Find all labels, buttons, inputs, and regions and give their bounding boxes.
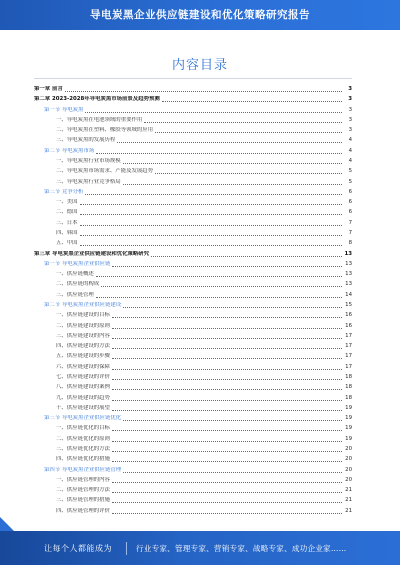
toc-entry-text: 四、供应链管理的评价: [56, 507, 110, 514]
footer-slogan-right: 行业专家、管理专家、营销专家、战略专家、成功企业家……: [136, 544, 347, 553]
toc-entry-text: 第三章 导电炭黑企业供应链建设和优化策略研究: [34, 250, 150, 257]
toc-leader-dots: [112, 430, 342, 431]
toc-leader-dots: [151, 256, 342, 257]
toc-heading: 内容目录: [171, 58, 228, 73]
toc-entry-text: 一、导电炭黑在电池领域的重要作用: [56, 116, 143, 123]
toc-entry-text: 一、供应链建设的目标: [56, 312, 110, 319]
toc-section[interactable]: [34, 187, 352, 196]
toc-page-number: 4: [348, 158, 352, 164]
toc-section[interactable]: [34, 465, 352, 474]
toc-entry-text: 一、美国: [56, 199, 78, 206]
toc-leader-dots: [123, 307, 342, 308]
toc-entry-text: 三、导电炭黑行业竞争格局: [56, 178, 121, 185]
toc-item[interactable]: [34, 444, 352, 453]
toc-item[interactable]: [34, 341, 352, 350]
toc-item[interactable]: [34, 506, 352, 515]
toc-leader-dots: [112, 410, 342, 411]
toc-page-number: 17: [345, 332, 352, 339]
toc-entry-text: 第一章 前言: [34, 86, 63, 92]
toc-leader-dots: [112, 400, 342, 401]
toc-leader-dots: [112, 328, 342, 329]
toc-page-number: 21: [345, 487, 352, 494]
toc-item[interactable]: [34, 238, 352, 247]
toc-section[interactable]: [34, 300, 352, 309]
toc-entry-text: 九、供应链建设的趋势: [56, 394, 110, 401]
toc-leader-dots: [112, 358, 342, 359]
toc-entry-text: 二、供应链优化的原则: [56, 435, 110, 442]
toc-page-number: 19: [345, 435, 352, 442]
toc-entry-text: 一、供应链管理的内容: [56, 476, 110, 483]
toc-leader-dots: [85, 194, 342, 195]
toc-page-number: 20: [345, 466, 352, 473]
toc-leader-dots: [123, 163, 342, 164]
toc-entry-text: 第三节 导电炭黑企业供应链优化: [44, 415, 122, 422]
toc-page-number: 13: [345, 271, 352, 278]
toc-entry-text: 第一节 导电炭黑企业供应链: [44, 260, 111, 267]
toc-page-number: 3: [348, 127, 352, 134]
toc-page-number: 13: [344, 250, 352, 257]
toc-section[interactable]: [34, 259, 352, 268]
toc-item[interactable]: [34, 495, 352, 504]
toc-item[interactable]: [34, 382, 352, 391]
toc-leader-dots: [123, 472, 342, 473]
toc-entry-text: 四、韩国: [56, 230, 78, 236]
toc-item[interactable]: [34, 166, 352, 175]
toc-page-number: 17: [345, 353, 352, 360]
toc-item[interactable]: [34, 423, 352, 432]
toc-leader-dots: [80, 214, 342, 215]
toc-item[interactable]: [34, 207, 352, 216]
toc-leader-dots: [123, 420, 342, 421]
toc-leader-dots: [96, 153, 342, 154]
toc-item[interactable]: [34, 269, 352, 278]
toc-section[interactable]: [34, 413, 352, 422]
toc-item[interactable]: [34, 290, 352, 299]
toc-page-number: 13: [345, 260, 352, 267]
corner-decoration: [0, 517, 14, 531]
toc-entry-text: 五、中国: [56, 240, 78, 247]
report-title: 导电炭黑企业供应链建设和优化策略研究报告: [90, 9, 310, 21]
toc-item[interactable]: [34, 197, 352, 206]
toc-item[interactable]: [34, 310, 352, 319]
toc-leader-dots: [112, 451, 342, 452]
toc-entry-text: 第四节 导电炭黑企业供应链管理: [44, 466, 122, 473]
toc-page-number: 14: [345, 291, 352, 298]
toc-page-number: 20: [345, 476, 352, 483]
toc-page-number: 16: [345, 312, 352, 319]
toc-item[interactable]: [34, 177, 352, 186]
toc-item[interactable]: [34, 279, 352, 288]
toc-page-number: 3: [348, 86, 352, 92]
toc-leader-dots: [101, 286, 342, 287]
toc-section[interactable]: [34, 146, 352, 155]
toc-leader-dots: [80, 245, 342, 246]
toc-entry-text: 二、德国: [56, 209, 78, 216]
toc-entry-text: 三、供应链管理的措施: [56, 497, 110, 504]
toc-entry-text: 七、供应链建设的评价: [56, 374, 110, 380]
toc-page-number: 7: [348, 230, 352, 236]
toc-page-number: 19: [345, 415, 352, 422]
toc-item[interactable]: [34, 372, 352, 381]
toc-page-number: 7: [348, 219, 352, 226]
toc-item[interactable]: [34, 115, 352, 124]
toc-page-number: 15: [345, 302, 352, 308]
toc-page-number: 6: [348, 209, 352, 216]
toc-page-number: 4: [348, 137, 352, 144]
toc-page-number: 18: [345, 394, 352, 401]
toc-item[interactable]: [34, 393, 352, 402]
toc-entry-text: 二、导电炭黑在塑料、橡胶等领域的应用: [56, 127, 154, 134]
toc-entry-text: 五、供应链建设的步骤: [56, 353, 110, 360]
toc-leader-dots: [80, 225, 342, 226]
toc-page-number: 5: [348, 168, 352, 175]
toc-page-number: 8: [348, 240, 352, 247]
toc-entry-text: 八、供应链建设的案例: [56, 384, 110, 391]
toc-leader-dots: [112, 317, 342, 318]
toc-page-number: 18: [345, 374, 352, 380]
footer-divider: [126, 542, 127, 555]
toc-page-number: 21: [345, 497, 352, 504]
toc-item[interactable]: [34, 218, 352, 227]
toc-entry-text: 十、供应链建设的展望: [56, 404, 110, 411]
toc-leader-dots: [112, 369, 342, 370]
toc-chapter[interactable]: [34, 249, 352, 258]
toc-leader-dots: [155, 173, 342, 174]
toc-entry-text: 二、供应链管理的方法: [56, 487, 110, 494]
toc-item[interactable]: [34, 434, 352, 443]
toc-entry-text: 三、导电炭黑的发展历程: [56, 137, 116, 144]
toc-page-number: 20: [345, 446, 352, 452]
toc-leader-dots: [112, 502, 342, 503]
toc-entry-text: 一、供应链概述: [56, 271, 94, 278]
toc-leader-dots: [112, 492, 342, 493]
toc-entry-text: 第三节 竞争分析: [44, 188, 84, 195]
toc-entry-text: 三、供应链优化的方法: [56, 446, 110, 452]
toc-item[interactable]: [34, 362, 352, 371]
toc-leader-dots: [85, 112, 342, 113]
footer-slogan-left: 让每个人都能成为: [44, 544, 112, 553]
toc-item[interactable]: [34, 321, 352, 330]
toc-page-number: 19: [345, 404, 352, 411]
toc-leader-dots: [112, 513, 342, 514]
toc-entry-text: 第二章 2023-2028年导电炭黑市场前景及趋势预测: [34, 96, 160, 103]
toc-leader-dots: [112, 482, 342, 483]
toc-page-number: 4: [348, 147, 352, 154]
toc-page-number: 19: [345, 425, 352, 432]
toc-item[interactable]: [34, 475, 352, 484]
toc-item[interactable]: [34, 454, 352, 463]
toc-page-number: 18: [345, 384, 352, 391]
toc-leader-dots: [80, 235, 342, 236]
toc-leader-dots: [112, 338, 342, 339]
toc-entry-text: 四、供应链建设的方法: [56, 343, 110, 350]
toc-leader-dots: [112, 461, 342, 462]
toc-page-number: 16: [345, 322, 352, 329]
toc-page-number: 21: [345, 507, 352, 514]
toc-item[interactable]: [34, 156, 352, 165]
toc-item[interactable]: [34, 403, 352, 412]
toc-entry-text: 第二节 导电炭黑市场: [44, 147, 95, 154]
toc-chapter[interactable]: [34, 84, 352, 93]
toc-leader-dots: [162, 101, 342, 102]
toc-entry-text: 第一节 导电炭黑: [44, 106, 84, 113]
toc-leader-dots: [112, 348, 342, 349]
toc-leader-dots: [112, 389, 342, 390]
toc-item[interactable]: [34, 228, 352, 237]
toc-item[interactable]: [34, 485, 352, 494]
toc-page-number: 20: [345, 456, 352, 463]
toc-divider: [34, 78, 352, 79]
toc-leader-dots: [144, 122, 342, 123]
toc-entry-text: 三、供应链建设的内容: [56, 332, 110, 339]
toc-leader-dots: [96, 297, 342, 298]
toc-entry-text: 二、导电炭黑市场需求、产能及发展趋势: [56, 168, 154, 175]
toc-page-number: 13: [345, 281, 352, 288]
toc-section[interactable]: [34, 105, 352, 114]
toc-entry-text: 二、供应链的构成: [56, 281, 100, 288]
toc-leader-dots: [112, 266, 342, 267]
toc-page-number: 5: [348, 178, 352, 185]
toc-entry-text: 四、供应链优化的措施: [56, 456, 110, 463]
toc-page-number: 17: [345, 363, 352, 370]
toc-entry-text: 一、导电炭黑行业市场规模: [56, 158, 121, 164]
toc-page-number: 3: [348, 96, 352, 103]
toc-page-number: 3: [348, 116, 352, 123]
toc-page-number: 17: [345, 343, 352, 350]
toc-page-number: 6: [348, 188, 352, 195]
toc-entry-text: 三、日本: [56, 219, 78, 226]
toc-chapter[interactable]: [34, 94, 352, 103]
toc-leader-dots: [112, 441, 342, 442]
toc-item[interactable]: [34, 351, 352, 360]
toc-entry-text: 一、供应链优化的目标: [56, 425, 110, 432]
toc-entry-text: 第二节 导电炭黑企业供应链建设: [44, 302, 122, 308]
toc-leader-dots: [65, 91, 342, 92]
toc-item[interactable]: [34, 331, 352, 340]
table-of-contents: [34, 84, 352, 516]
toc-leader-dots: [96, 276, 342, 277]
toc-item[interactable]: [34, 135, 352, 144]
toc-leader-dots: [112, 379, 342, 380]
toc-leader-dots: [155, 132, 342, 133]
toc-page-number: 3: [348, 106, 352, 113]
toc-leader-dots: [117, 142, 342, 143]
toc-entry-text: 二、供应链建设的原则: [56, 322, 110, 329]
toc-entry-text: 六、供应链建设的保障: [56, 363, 110, 370]
toc-leader-dots: [80, 204, 342, 205]
toc-entry-text: 三、供应链管理: [56, 291, 94, 298]
toc-item[interactable]: [34, 125, 352, 134]
toc-page-number: 6: [348, 199, 352, 206]
toc-leader-dots: [123, 184, 342, 185]
